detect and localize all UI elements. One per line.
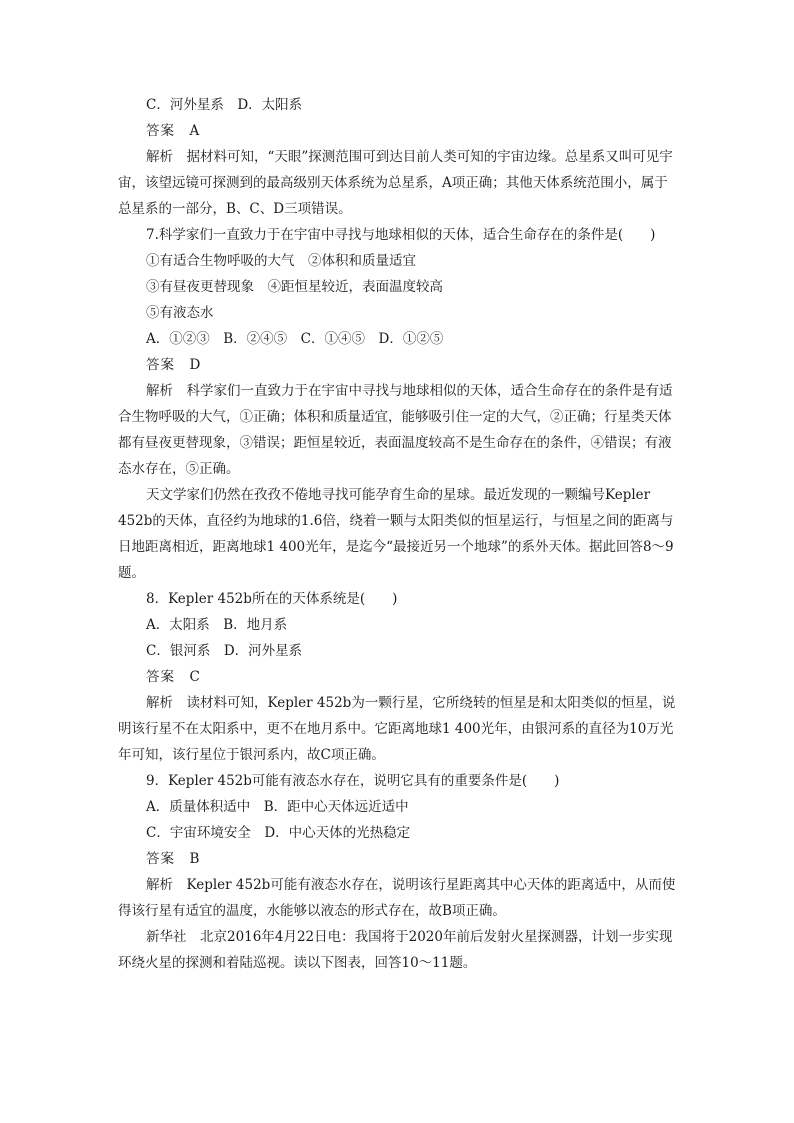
statement-line: ⑤有液态水 xyxy=(146,305,214,321)
statement-line: ③有昼夜更替现象 ④距恒星较近，表面温度较高 xyxy=(146,279,443,295)
statement-line: ①有适合生物呼吸的大气 ②体积和质量适宜 xyxy=(146,253,416,269)
option-line: C．银河系 D．河外星系 xyxy=(146,643,303,659)
explanation-paragraph: 解析 读材料可知，Kepler 452b为一颗行星，它所绕转的恒星是和太阳类似的恒星，说明该行星不在太阳系中，更不在地月系中。它距离地球1 400光年，由银河系的直径为10万光年可知，该行星位于银河系内，故C项正确。 xyxy=(118,695,676,763)
explanation-paragraph: 解析 据材料可知，“天眼”探测范围可到达目前人类可知的宇宙边缘。总星系又叫可见宇宙，该望远镜可探测到的最高级别天体系统为总星系，A项正确；其他天体系统范围小，属于总星系的一部分，B、C、D三项错误。 xyxy=(118,149,673,217)
answer-line: 答案 B xyxy=(146,851,201,867)
answer-line: 答案 A xyxy=(146,123,201,139)
material-paragraph: 天文学家们仍然在孜孜不倦地寻找可能孕育生命的星球。最近发现的一颗编号Kepler 452b的天体，直径约为地球的1.6倍，绕着一颗与太阳类似的恒星运行，与恒星之间的距离与日地距离相近，距离地球1 400光年，是迄今“最接近另一个地球”的系外天体。据此回答8～9题。 xyxy=(118,487,674,581)
explanation-paragraph: 解析 Kepler 452b可能有液态水存在，说明该行星距离其中心天体的距离适中，从而使得该行星有适宜的温度，水能够以液态的形式存在，故B项正确。 xyxy=(118,877,676,919)
option-line: C．河外星系 D．太阳系 xyxy=(146,97,303,113)
option-line: A．①②③ B．②④⑤ C．①④⑤ D．①②⑤ xyxy=(146,331,444,347)
option-line: A．质量体积适中 B．距中心天体远近适中 xyxy=(146,799,409,815)
option-line: C．宇宙环境安全 D．中心天体的光热稳定 xyxy=(146,825,411,841)
question-7: 7.科学家们一直致力于在宇宙中寻找与地球相似的天体，适合生命存在的条件是( ) xyxy=(146,227,656,243)
question-8: 8．Kepler 452b所在的天体系统是( ) xyxy=(146,591,398,607)
material-paragraph: 新华社 北京2016年4月22日电：我国将于2020年前后发射火星探测器，计划一步实现环绕火星的探测和着陆巡视。读以下图表，回答10～11题。 xyxy=(118,929,673,971)
option-line: A．太阳系 B．地月系 xyxy=(146,617,288,633)
question-9: 9．Kepler 452b可能有液态水存在，说明它具有的重要条件是( ) xyxy=(146,773,560,789)
document-body xyxy=(118,92,678,976)
explanation-paragraph: 解析 科学家们一直致力于在宇宙中寻找与地球相似的天体，适合生命存在的条件是有适合生物呼吸的大气，①正确；体积和质量适宜，能够吸引住一定的大气，②正确；行星类天体都有昼夜更替现象，③错误；距恒星较近，表面温度较高不是生命存在的条件，④错误；有液态水存在，⑤正确。 xyxy=(118,383,673,477)
answer-line: 答案 C xyxy=(146,669,201,685)
answer-line: 答案 D xyxy=(146,357,202,373)
